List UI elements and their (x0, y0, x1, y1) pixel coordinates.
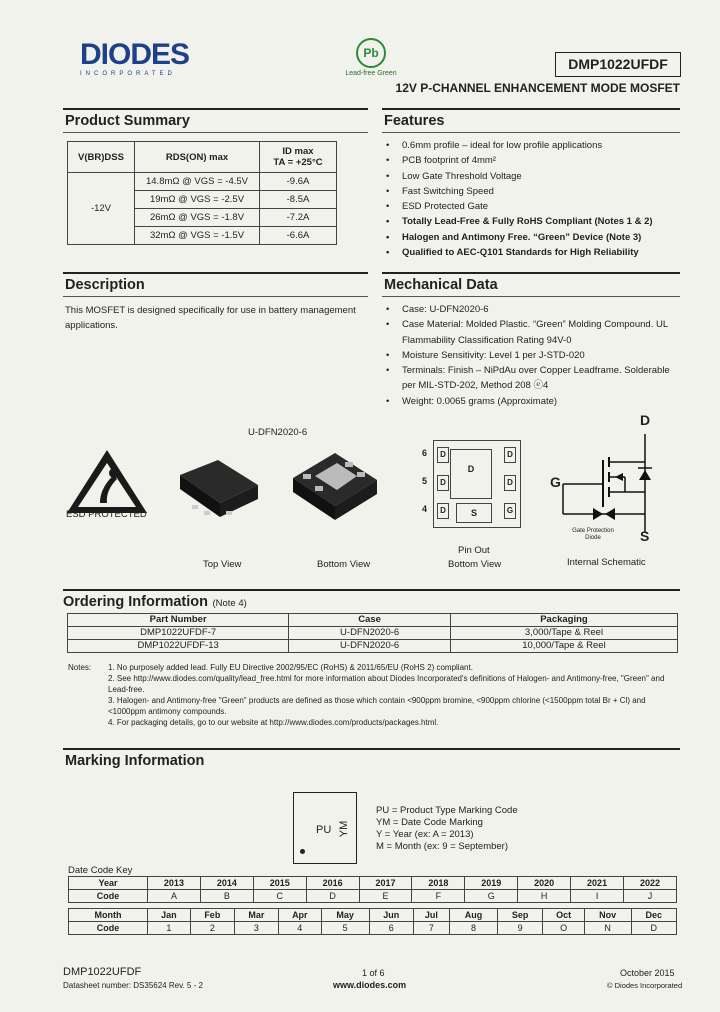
month-code-row-cell: D (631, 922, 677, 935)
feature-item: • PCB footprint of 4mm² (382, 153, 680, 168)
ordering-table (67, 613, 678, 653)
legend-item: YM = Date Code Marking (376, 817, 483, 828)
bottom-view-label: Bottom View (317, 559, 371, 570)
ordering-header: Packaging (450, 614, 677, 627)
pinout-pin-d: D (504, 447, 516, 463)
ordering-header: Case (289, 614, 451, 627)
year-code-row-label: Code (69, 890, 148, 903)
pin1-dot-icon (300, 849, 305, 854)
pinout-pin-g: G (504, 503, 516, 519)
notes-label: Notes: (68, 663, 92, 672)
col-rds: RDS(ON) max (135, 142, 260, 173)
month-code-row-cell: 4 (278, 922, 321, 935)
pinout-pin-d: D (504, 475, 516, 491)
legend-item: PU = Product Type Marking Code (376, 805, 518, 816)
note-item: 2. See http://www.diodes.com/quality/lead_free.html for more information about Diodes Incorporated's definitions of Halogen- and Antimony-free, "Green" and Lead-free. (108, 674, 665, 694)
year-row-cell: 2022 (624, 877, 677, 890)
month-code-row-cell: 7 (413, 922, 449, 935)
marking-ym: YM (338, 820, 350, 838)
month-code-row (69, 922, 677, 935)
footer-page: 1 of 6 (362, 968, 385, 978)
description-section (63, 272, 368, 333)
col-id: ID max TA = +25°C (260, 142, 337, 173)
month-code-row-label: Code (69, 922, 148, 935)
ordering-cell: U-DFN2020-6 (289, 640, 451, 653)
schematic-source-label: S (640, 528, 650, 544)
pin-number: 4 (422, 504, 428, 514)
marking-title: Marking Information (63, 748, 680, 772)
lead-free-icon: Pb (356, 38, 386, 68)
mechanical-item: • Case Material: Molded Plastic. “Green” Molding Compound. UL Flammability Classification Rating 94V-0 (382, 317, 680, 348)
pinout-diagram (433, 440, 521, 528)
marking-section (63, 748, 680, 772)
internal-schematic (545, 412, 670, 542)
month-code-row-cell: 5 (321, 922, 369, 935)
year-row (69, 877, 677, 890)
features-list (382, 138, 680, 260)
year-row-cell: 2013 (148, 877, 201, 890)
year-code-row-cell: I (571, 890, 624, 903)
mechanical-list (382, 302, 680, 409)
year-row-cell: 2015 (253, 877, 306, 890)
month-row-cell: Sep (497, 909, 542, 922)
feature-item: • ESD Protected Gate (382, 199, 680, 214)
feature-item: • 0.6mm profile – ideal for low profile applications (382, 138, 680, 153)
year-code-row (69, 890, 677, 903)
month-row (69, 909, 677, 922)
legend-item: Y = Year (ex: A = 2013) (376, 829, 474, 840)
year-row-cell: 2019 (465, 877, 518, 890)
month-code-row-cell: 6 (369, 922, 413, 935)
features-title: Features (382, 108, 680, 133)
month-row-cell: Nov (584, 909, 631, 922)
logo-subtext: INCORPORATED (80, 71, 176, 77)
mechanical-item: • Weight: 0.0065 grams (Approximate) (382, 394, 680, 409)
marking-legend (376, 805, 518, 853)
year-row-cell: 2018 (412, 877, 465, 890)
year-row-cell: 2017 (359, 877, 412, 890)
month-row-cell: Aug (450, 909, 498, 922)
ordering-cell: DMP1022UFDF-13 (68, 640, 289, 653)
mechanical-item: • Moisture Sensitivity: Level 1 per J-STD-020 (382, 348, 680, 363)
month-row-cell: May (321, 909, 369, 922)
year-row-label: Year (69, 877, 148, 890)
year-row-cell: 2016 (306, 877, 359, 890)
mechanical-item: • Case: U-DFN2020-6 (382, 302, 680, 317)
id-cell: -9.6A (260, 173, 337, 191)
product-summary-table (67, 141, 337, 245)
note-item: 1. No purposely added lead. Fully EU Directive 2002/95/EC (RoHS) & 2011/65/EU (RoHS 2) compliant. (108, 663, 473, 672)
ordering-cell: U-DFN2020-6 (289, 627, 451, 640)
ordering-note: (Note 4) (212, 598, 247, 609)
year-code-row-cell: F (412, 890, 465, 903)
pinout-pin-d: D (437, 447, 449, 463)
description-title: Description (63, 272, 368, 297)
pin-number: 6 (422, 448, 428, 458)
id-cell: -8.5A (260, 191, 337, 209)
year-row-cell: 2021 (571, 877, 624, 890)
pinout-source-pad: S (456, 503, 492, 523)
part-number-box: DMP1022UFDF (555, 52, 681, 77)
pinout-pin-d: D (437, 503, 449, 519)
month-row-cell: Jun (369, 909, 413, 922)
footer-part: DMP1022UFDF (63, 966, 142, 978)
product-summary-title: Product Summary (63, 108, 368, 133)
marking-diagram (293, 792, 357, 864)
month-row-cell: Jan (148, 909, 191, 922)
id-cell: -7.2A (260, 209, 337, 227)
ordering-cell: DMP1022UFDF-7 (68, 627, 289, 640)
lead-free-label: Lead-free Green (345, 70, 397, 77)
month-code-row-cell: 1 (148, 922, 191, 935)
note-item: 4. For packaging details, go to our website at http://www.diodes.com/products/packages.html. (108, 718, 439, 727)
month-code-row-cell: 8 (450, 922, 498, 935)
month-row-cell: Oct (543, 909, 584, 922)
ordering-cell: 10,000/Tape & Reel (450, 640, 677, 653)
footer-date: October 2015 (620, 968, 675, 978)
month-row-cell: Apr (278, 909, 321, 922)
lead-free-badge (345, 38, 397, 77)
legend-item: M = Month (ex: 9 = September) (376, 841, 509, 852)
month-row-cell: Dec (631, 909, 677, 922)
marking-pu: PU (316, 824, 332, 836)
product-summary-section (63, 108, 368, 245)
logo-text: DIODES (80, 38, 190, 71)
mechanical-item: • Terminals: Finish – NiPdAu over Copper Leadframe. Solderable per MIL-STD-202, Method 208 ⓔ4 (382, 363, 680, 394)
year-code-row-cell: H (518, 890, 571, 903)
year-code-row-cell: B (200, 890, 253, 903)
footer-datasheet: Datasheet number: DS35624 Rev. 5 - 2 (63, 981, 203, 990)
notes-list (108, 662, 683, 728)
date-code-key-label: Date Code Key (68, 865, 133, 876)
footer-copyright: © Diodes Incorporated (607, 981, 683, 990)
month-code-table (68, 908, 677, 935)
bottom-view-image (285, 448, 381, 526)
rds-cell: 32mΩ @ VGS = -1.5V (135, 227, 260, 245)
top-view-label: Top View (203, 559, 242, 570)
year-code-row-cell: J (624, 890, 677, 903)
schematic-gate-label: G (550, 474, 561, 490)
feature-item: • Fast Switching Speed (382, 184, 680, 199)
month-code-row-cell: 2 (190, 922, 234, 935)
mechanical-title: Mechanical Data (382, 272, 680, 297)
year-row-cell: 2014 (200, 877, 253, 890)
description-text: This MOSFET is designed specifically for use in battery management applications. (65, 305, 356, 331)
feature-item: • Halogen and Antimony Free. “Green” Device (Note 3) (382, 230, 680, 245)
month-code-row-cell: N (584, 922, 631, 935)
id-cell: -6.6A (260, 227, 337, 245)
schematic-drain-label: D (640, 412, 651, 428)
pinout-label: Pin Out (458, 545, 490, 556)
year-code-row-cell: G (465, 890, 518, 903)
schematic-label: Internal Schematic (567, 557, 646, 568)
diodes-logo (80, 40, 205, 76)
rds-cell: 26mΩ @ VGS = -1.8V (135, 209, 260, 227)
month-row-cell: Mar (234, 909, 278, 922)
year-code-row-cell: C (253, 890, 306, 903)
year-code-table (68, 876, 677, 903)
year-code-row-cell: E (359, 890, 412, 903)
ordering-cell: 3,000/Tape & Reel (450, 627, 677, 640)
feature-item: • Totally Lead-Free & Fully RoHS Compliant (Notes 1 & 2) (382, 214, 680, 229)
year-row-cell: 2020 (518, 877, 571, 890)
ordering-title: Ordering Information (63, 594, 208, 610)
pinout-pin-d: D (437, 475, 449, 491)
ordering-header: Part Number (68, 614, 289, 627)
month-code-row-cell: 3 (234, 922, 278, 935)
top-view-image (170, 455, 260, 525)
pinout-view-label: Bottom View (448, 559, 502, 570)
features-section (382, 108, 680, 260)
month-code-row-cell: 9 (497, 922, 542, 935)
mechanical-section (382, 272, 680, 409)
pin-number: 5 (422, 476, 428, 486)
footer-url[interactable]: www.diodes.com (333, 980, 407, 990)
esd-label: ESD PROTECTED (66, 509, 147, 520)
year-code-row-cell: A (148, 890, 201, 903)
vbr-value: -12V (68, 173, 135, 245)
feature-item: • Qualified to AEC-Q101 Standards for High Reliability (382, 245, 680, 260)
month-row-label: Month (69, 909, 148, 922)
pinout-drain-pad: D (450, 449, 492, 499)
page-subtitle: 12V P-CHANNEL ENHANCEMENT MODE MOSFET (395, 81, 680, 95)
package-label: U-DFN2020-6 (248, 427, 308, 438)
col-vbr: V(BR)DSS (68, 142, 135, 173)
rds-cell: 19mΩ @ VGS = -2.5V (135, 191, 260, 209)
gate-diode-label: Gate Protection Diode (572, 528, 614, 541)
rds-cell: 14.8mΩ @ VGS = -4.5V (135, 173, 260, 191)
ordering-section (63, 589, 680, 653)
year-code-row-cell: D (306, 890, 359, 903)
note-item: 3. Halogen- and Antimony-free "Green" products are defined as those which contain <900ppm bromine, <900ppm chlorine (<1500ppm total Br + Cl) and <1000ppm antimony compounds. (108, 696, 646, 716)
feature-item: • Low Gate Threshold Voltage (382, 169, 680, 184)
month-code-row-cell: O (543, 922, 584, 935)
month-row-cell: Jul (413, 909, 449, 922)
month-row-cell: Feb (190, 909, 234, 922)
